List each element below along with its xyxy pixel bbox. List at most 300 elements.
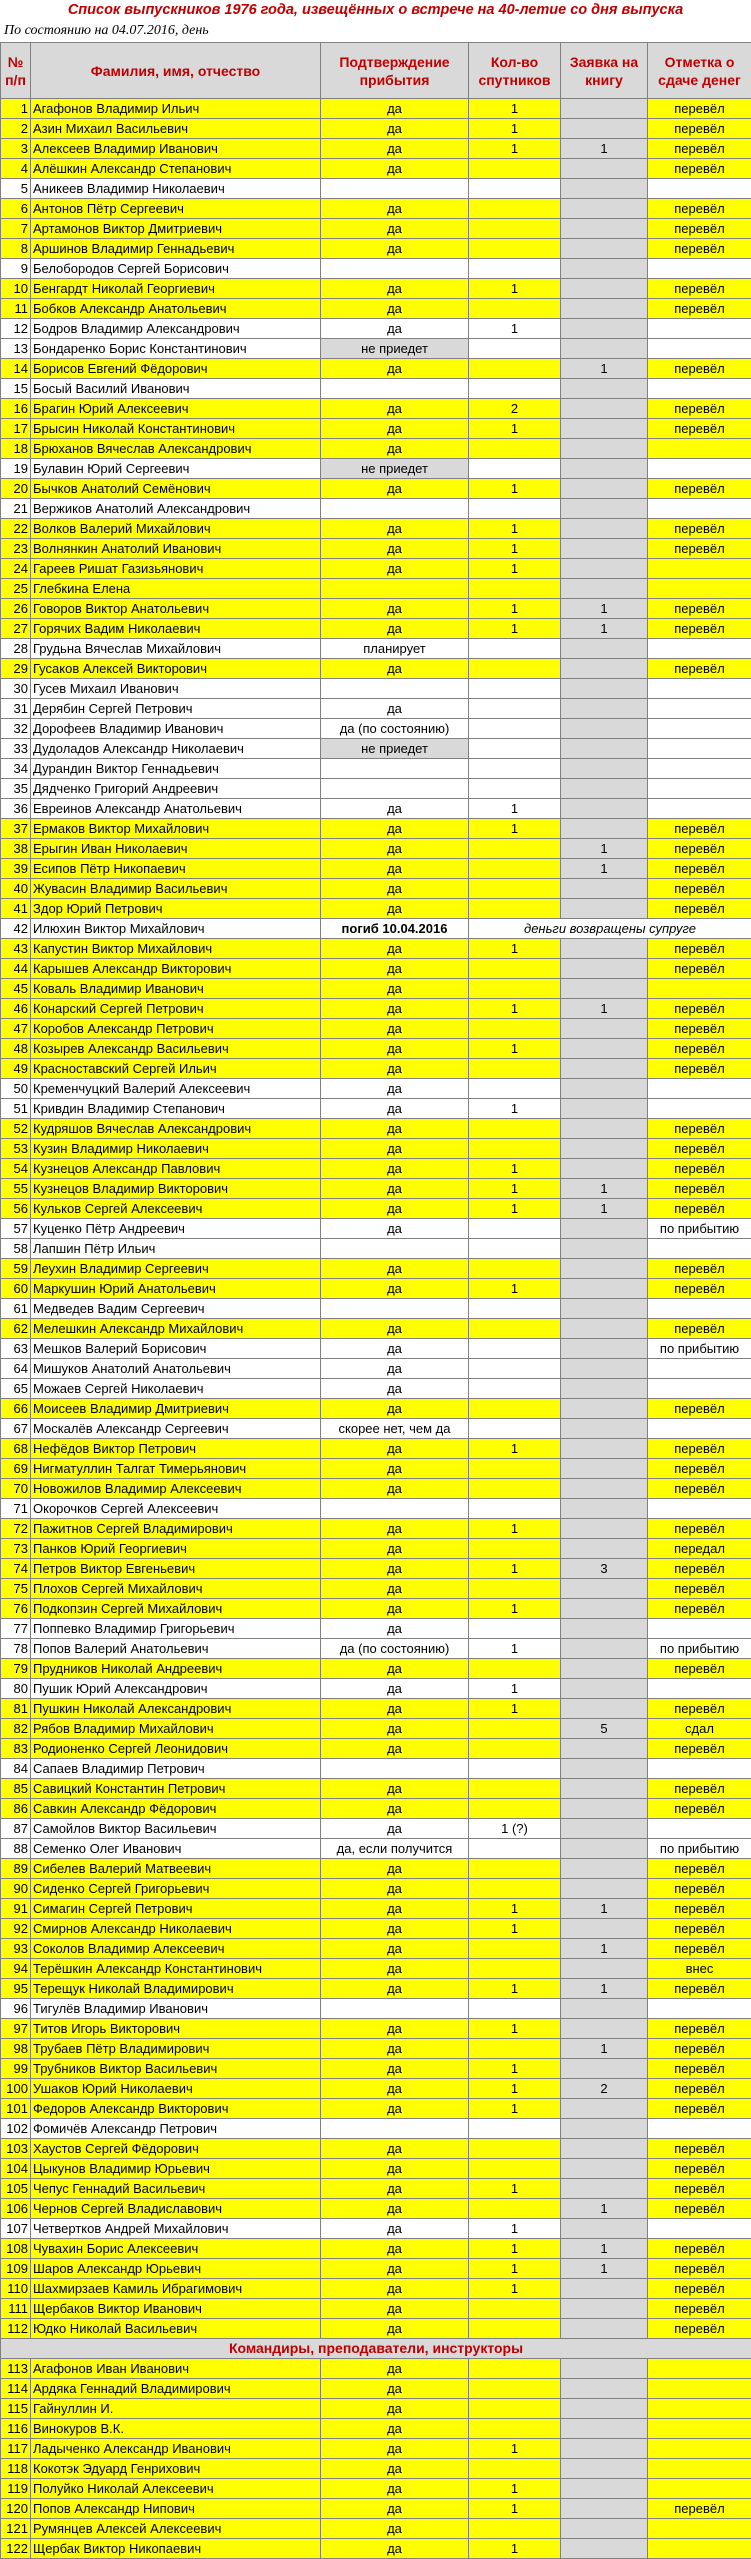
row-book <box>561 799 648 819</box>
row-confirm: да <box>321 239 469 259</box>
row-companions: 1 <box>469 2479 561 2499</box>
row-payment: перевёл <box>648 1879 751 1899</box>
row-name: Пушкин Николай Александрович <box>31 1699 321 1719</box>
row-companions: 1 <box>469 1179 561 1199</box>
row-number: 108 <box>1 2239 31 2259</box>
row-companions: 1 <box>469 999 561 1019</box>
table-row <box>1 2199 751 2219</box>
row-payment: перевёл <box>648 879 751 899</box>
row-book <box>561 2359 648 2379</box>
row-companions: 1 <box>469 1159 561 1179</box>
row-number: 63 <box>1 1339 31 1359</box>
row-confirm: да <box>321 659 469 679</box>
table-row <box>1 1759 751 1779</box>
row-book <box>561 199 648 219</box>
row-companions <box>469 2039 561 2059</box>
row-companions <box>469 1019 561 1039</box>
row-companions <box>469 1839 561 1859</box>
row-book <box>561 1479 648 1499</box>
row-payment: по прибытию <box>648 1339 751 1359</box>
table-row <box>1 1839 751 1859</box>
row-companions <box>469 339 561 359</box>
row-number: 47 <box>1 1019 31 1039</box>
row-name: Антонов Пётр Сергеевич <box>31 199 321 219</box>
table-row <box>1 1599 751 1619</box>
table-row <box>1 719 751 739</box>
header-companions: Кол-во спутников <box>469 43 561 99</box>
header-confirm: Подтверждение прибытия <box>321 43 469 99</box>
row-companions <box>469 979 561 999</box>
row-companions <box>469 2139 561 2159</box>
row-number: 48 <box>1 1039 31 1059</box>
row-confirm: да <box>321 439 469 459</box>
row-confirm: да <box>321 1979 469 1999</box>
row-book <box>561 2519 648 2539</box>
table-row <box>1 1359 751 1379</box>
table-row <box>1 539 751 559</box>
row-confirm: не приедет <box>321 339 469 359</box>
row-name: Нефёдов Виктор Петрович <box>31 1439 321 1459</box>
row-book <box>561 1339 648 1359</box>
row-payment: по прибытию <box>648 1639 751 1659</box>
row-name: Цыкунов Владимир Юрьевич <box>31 2159 321 2179</box>
row-companions: 1 <box>469 1639 561 1659</box>
row-book <box>561 499 648 519</box>
row-number: 85 <box>1 1779 31 1799</box>
row-number: 84 <box>1 1759 31 1779</box>
table-row <box>1 1119 751 1139</box>
row-name: Аникеев Владимир Николаевич <box>31 179 321 199</box>
row-payment: перевёл <box>648 359 751 379</box>
row-number: 18 <box>1 439 31 459</box>
row-payment: перевёл <box>648 999 751 1019</box>
row-companions <box>469 739 561 759</box>
row-name: Попов Валерий Анатольевич <box>31 1639 321 1659</box>
row-book <box>561 2139 648 2159</box>
table-row <box>1 1099 751 1119</box>
row-companions: 1 <box>469 2279 561 2299</box>
row-number: 17 <box>1 419 31 439</box>
row-companions <box>469 299 561 319</box>
row-name: Бондаренко Борис Константинович <box>31 339 321 359</box>
table-row <box>1 419 751 439</box>
row-confirm: да <box>321 1899 469 1919</box>
row-name: Леухин Владимир Сергеевич <box>31 1259 321 1279</box>
row-payment: перевёл <box>648 1259 751 1279</box>
row-confirm: да <box>321 1339 469 1359</box>
row-book: 1 <box>561 1199 648 1219</box>
row-number: 45 <box>1 979 31 999</box>
row-number: 49 <box>1 1059 31 1079</box>
row-payment <box>648 2439 751 2459</box>
row-confirm: да <box>321 159 469 179</box>
table-row <box>1 2079 751 2099</box>
row-companions <box>469 2399 561 2419</box>
row-book <box>561 1739 648 1759</box>
row-payment <box>648 339 751 359</box>
row-number: 106 <box>1 2199 31 2219</box>
row-name: Плохов Сергей Михайлович <box>31 1579 321 1599</box>
row-confirm: да <box>321 1379 469 1399</box>
table-row <box>1 319 751 339</box>
row-name: Бобков Александр Анатольевич <box>31 299 321 319</box>
row-name: Чувахин Борис Алексеевич <box>31 2239 321 2259</box>
row-number: 51 <box>1 1099 31 1119</box>
row-name: Семенко Олег Иванович <box>31 1839 321 1859</box>
row-confirm <box>321 259 469 279</box>
row-confirm: да <box>321 619 469 639</box>
row-companions: 1 <box>469 539 561 559</box>
row-number: 121 <box>1 2519 31 2539</box>
row-name: Савкин Александр Фёдорович <box>31 1799 321 1819</box>
table-row <box>1 1419 751 1439</box>
row-payment: перевёл <box>648 1039 751 1059</box>
row-number: 112 <box>1 2319 31 2339</box>
row-book <box>561 239 648 259</box>
row-confirm: да <box>321 199 469 219</box>
row-companions <box>469 1079 561 1099</box>
row-name: Можаев Сергей Николаевич <box>31 1379 321 1399</box>
row-number: 55 <box>1 1179 31 1199</box>
row-book: 1 <box>561 359 648 379</box>
row-number: 97 <box>1 2019 31 2039</box>
row-companions: 1 <box>469 139 561 159</box>
row-name: Щербаков Виктор Иванович <box>31 2299 321 2319</box>
row-confirm: да <box>321 1259 469 1279</box>
row-number: 50 <box>1 1079 31 1099</box>
row-book <box>561 379 648 399</box>
row-payment: перевёл <box>648 2019 751 2039</box>
row-payment <box>648 1299 751 1319</box>
row-companions <box>469 1619 561 1639</box>
row-book <box>561 1639 648 1659</box>
row-name: Хаустов Сергей Фёдорович <box>31 2139 321 2159</box>
row-name: Горячих Вадим Николаевич <box>31 619 321 639</box>
row-payment: перевёл <box>648 279 751 299</box>
table-row <box>1 99 751 119</box>
row-number: 37 <box>1 819 31 839</box>
row-name: Ушаков Юрий Николаевич <box>31 2079 321 2099</box>
row-name: Здор Юрий Петрович <box>31 899 321 919</box>
table-row <box>1 139 751 159</box>
row-number: 117 <box>1 2439 31 2459</box>
row-book <box>561 2099 648 2119</box>
table-row <box>1 1499 751 1519</box>
table-row <box>1 1199 751 1219</box>
row-number: 23 <box>1 539 31 559</box>
row-book <box>561 2299 648 2319</box>
row-confirm: да <box>321 1179 469 1199</box>
row-book <box>561 2479 648 2499</box>
row-name: Бодров Владимир Александрович <box>31 319 321 339</box>
table-row <box>1 939 751 959</box>
row-companions: 1 <box>469 2499 561 2519</box>
row-payment <box>648 2539 751 2559</box>
table-row <box>1 1919 751 1939</box>
row-confirm: да <box>321 839 469 859</box>
table-header-row <box>1 43 751 99</box>
table-row <box>1 899 751 919</box>
row-book <box>561 1239 648 1259</box>
row-name: Терёшкин Александр Константинович <box>31 1959 321 1979</box>
row-number: 70 <box>1 1479 31 1499</box>
table-row <box>1 2319 751 2339</box>
row-book <box>561 1459 648 1479</box>
row-companions <box>469 719 561 739</box>
row-name: Борисов Евгений Фёдорович <box>31 359 321 379</box>
table-row <box>1 119 751 139</box>
row-confirm <box>321 679 469 699</box>
header-book: Заявка на книгу <box>561 43 648 99</box>
row-book <box>561 759 648 779</box>
row-payment: перевёл <box>648 239 751 259</box>
table-row <box>1 579 751 599</box>
row-name: Мешков Валерий Борисович <box>31 1339 321 1359</box>
row-name: Аршинов Владимир Геннадьевич <box>31 239 321 259</box>
row-confirm: да <box>321 1539 469 1559</box>
row-companions <box>469 2419 561 2439</box>
row-book <box>561 1279 648 1299</box>
row-confirm <box>321 499 469 519</box>
row-name: Мелешкин Александр Михайлович <box>31 1319 321 1339</box>
row-number: 110 <box>1 2279 31 2299</box>
row-payment: перевёл <box>648 1659 751 1679</box>
table-row <box>1 1519 751 1539</box>
row-payment: перевёл <box>648 2039 751 2059</box>
row-confirm: да <box>321 1799 469 1819</box>
row-companions <box>469 2159 561 2179</box>
row-confirm: да <box>321 319 469 339</box>
row-name: Брюханов Вячеслав Александрович <box>31 439 321 459</box>
row-payment <box>648 1619 751 1639</box>
table-row <box>1 399 751 419</box>
row-confirm: да <box>321 2299 469 2319</box>
row-companions: 1 (?) <box>469 1819 561 1839</box>
row-number: 74 <box>1 1559 31 1579</box>
row-confirm: да <box>321 2379 469 2399</box>
row-number: 46 <box>1 999 31 1019</box>
row-companions: 1 <box>469 479 561 499</box>
row-companions: 1 <box>469 1039 561 1059</box>
table-row <box>1 559 751 579</box>
row-name: Гареев Ришат Газизьянович <box>31 559 321 579</box>
row-companions <box>469 579 561 599</box>
table-row <box>1 1139 751 1159</box>
row-confirm: да <box>321 1359 469 1379</box>
row-book <box>561 519 648 539</box>
row-companions <box>469 1779 561 1799</box>
row-name: Кузин Владимир Николаевич <box>31 1139 321 1159</box>
row-confirm: да <box>321 2279 469 2299</box>
row-book <box>561 659 648 679</box>
table-row <box>1 1339 751 1359</box>
row-confirm: да <box>321 2239 469 2259</box>
row-payment <box>648 379 751 399</box>
row-number: 11 <box>1 299 31 319</box>
row-book <box>561 939 648 959</box>
row-number: 25 <box>1 579 31 599</box>
row-companions <box>469 659 561 679</box>
row-number: 101 <box>1 2099 31 2119</box>
row-payment <box>648 699 751 719</box>
row-name: Чернов Сергей Владиславович <box>31 2199 321 2219</box>
row-book <box>561 1819 648 1839</box>
row-name: Дудоладов Александр Николаевич <box>31 739 321 759</box>
row-payment: перевёл <box>648 1939 751 1959</box>
row-companions: 1 <box>469 99 561 119</box>
row-companions <box>469 259 561 279</box>
table-row <box>1 519 751 539</box>
row-companions: 1 <box>469 2099 561 2119</box>
row-payment: перевёл <box>648 659 751 679</box>
row-book <box>561 2159 648 2179</box>
row-number: 98 <box>1 2039 31 2059</box>
row-payment: перевёл <box>648 1459 751 1479</box>
row-number: 8 <box>1 239 31 259</box>
table-row <box>1 2219 751 2239</box>
row-book <box>561 279 648 299</box>
row-companions <box>469 639 561 659</box>
row-number: 90 <box>1 1879 31 1899</box>
row-payment: перевёл <box>648 2139 751 2159</box>
row-name: Кудряшов Вячеслав Александрович <box>31 1119 321 1139</box>
row-companions <box>469 1139 561 1159</box>
row-confirm <box>321 1299 469 1319</box>
row-book <box>561 539 648 559</box>
row-payment: передал <box>648 1539 751 1559</box>
table-row <box>1 2419 751 2439</box>
row-companions <box>469 219 561 239</box>
row-companions <box>469 879 561 899</box>
row-confirm: да <box>321 1619 469 1639</box>
table-row <box>1 2299 751 2319</box>
row-companions <box>469 1479 561 1499</box>
row-number: 56 <box>1 1199 31 1219</box>
row-confirm: планирует <box>321 639 469 659</box>
row-number: 5 <box>1 179 31 199</box>
row-confirm: да <box>321 2059 469 2079</box>
row-companions <box>469 779 561 799</box>
row-book <box>561 819 648 839</box>
row-confirm: да <box>321 219 469 239</box>
row-confirm: да <box>321 1279 469 1299</box>
row-payment <box>648 2119 751 2139</box>
row-companions <box>469 1219 561 1239</box>
row-number: 81 <box>1 1699 31 1719</box>
row-payment: перевёл <box>648 819 751 839</box>
row-payment <box>648 259 751 279</box>
table-row <box>1 1659 751 1679</box>
row-companions: 1 <box>469 2219 561 2239</box>
row-name: Глебкина Елена <box>31 579 321 599</box>
row-confirm: да <box>321 1879 469 1899</box>
row-name: Ладыченко Александр Иванович <box>31 2439 321 2459</box>
row-number: 35 <box>1 779 31 799</box>
table-row <box>1 1459 751 1479</box>
table-row <box>1 1559 751 1579</box>
row-book <box>561 1679 648 1699</box>
row-book <box>561 2379 648 2399</box>
row-companions <box>469 239 561 259</box>
row-name: Капустин Виктор Михайлович <box>31 939 321 959</box>
row-number: 41 <box>1 899 31 919</box>
row-payment: перевёл <box>648 219 751 239</box>
row-payment <box>648 1419 751 1439</box>
row-book: 1 <box>561 839 648 859</box>
row-book <box>561 2539 648 2559</box>
row-companions: 1 <box>469 2059 561 2079</box>
table-row <box>1 1739 751 1759</box>
row-name: Бычков Анатолий Семёнович <box>31 479 321 499</box>
row-payment: перевёл <box>648 199 751 219</box>
row-book <box>561 679 648 699</box>
row-number: 10 <box>1 279 31 299</box>
header-payment: Отметка о сдаче денег <box>648 43 751 99</box>
row-confirm: да <box>321 1439 469 1459</box>
row-payment <box>648 2519 751 2539</box>
row-name: Коробов Александр Петрович <box>31 1019 321 1039</box>
row-confirm: да <box>321 1579 469 1599</box>
row-book <box>561 1439 648 1459</box>
row-book <box>561 1119 648 1139</box>
row-companions <box>469 459 561 479</box>
table-row <box>1 1859 751 1879</box>
row-name: Кузнецов Владимир Викторович <box>31 1179 321 1199</box>
row-name: Сиденко Сергей Григорьевич <box>31 1879 321 1899</box>
row-name: Белобородов Сергей Борисович <box>31 259 321 279</box>
row-companions: 1 <box>469 819 561 839</box>
row-number: 15 <box>1 379 31 399</box>
row-companions: 1 <box>469 2439 561 2459</box>
row-payment <box>648 1379 751 1399</box>
row-name: Ерыгин Иван Николаевич <box>31 839 321 859</box>
row-confirm: не приедет <box>321 459 469 479</box>
row-confirm: да <box>321 1039 469 1059</box>
row-confirm <box>321 1239 469 1259</box>
row-companions: 1 <box>469 1279 561 1299</box>
row-confirm: да <box>321 519 469 539</box>
row-name: Азин Михаил Васильевич <box>31 119 321 139</box>
table-row <box>1 1079 751 1099</box>
row-payment: перевёл <box>648 519 751 539</box>
table-row <box>1 499 751 519</box>
row-name: Симагин Сергей Петрович <box>31 1899 321 1919</box>
row-companions: 1 <box>469 419 561 439</box>
row-name: Босый Василий Иванович <box>31 379 321 399</box>
row-companions <box>469 199 561 219</box>
row-payment: перевёл <box>648 1799 751 1819</box>
row-payment <box>648 719 751 739</box>
row-name: Есипов Пётр Никопаевич <box>31 859 321 879</box>
row-payment <box>648 499 751 519</box>
row-confirm: да <box>321 1459 469 1479</box>
row-companions: 1 <box>469 119 561 139</box>
row-number: 102 <box>1 2119 31 2139</box>
table-row <box>1 439 751 459</box>
row-book <box>561 1039 648 1059</box>
row-payment <box>648 179 751 199</box>
row-confirm: да <box>321 999 469 1019</box>
row-payment <box>648 679 751 699</box>
table-row <box>1 1999 751 2019</box>
row-confirm <box>321 759 469 779</box>
section-row <box>1 2339 751 2359</box>
row-confirm <box>321 1759 469 1779</box>
row-book <box>561 259 648 279</box>
row-book <box>561 1079 648 1099</box>
row-confirm: да <box>321 1219 469 1239</box>
row-payment: перевёл <box>648 2319 751 2339</box>
